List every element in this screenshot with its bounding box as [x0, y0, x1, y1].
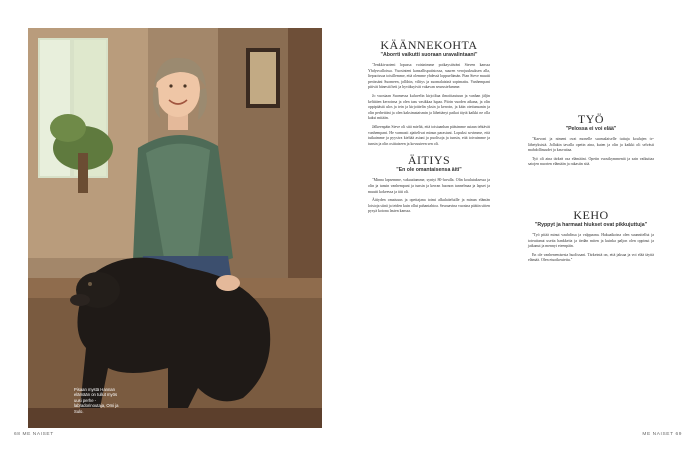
photo-caption: Pisaan mystä Hannan elämään on tullut myös uusi perhe - labradorinoutaja, Omi ja Sulo.	[74, 387, 119, 414]
section-subtitle: "Pelossa ei voi elää"	[565, 126, 617, 132]
text-column-1	[368, 38, 490, 218]
paragraph: Työ oli aina tärkeä osa elämääni. Opetin vuosikymmeniä ja sain vaikuttaa satojen nuorten elämään ja rakastin sitä.	[528, 156, 654, 167]
section-subtitle: "Ryppyt ja harmaat hiukset ovat pikkujuttuja"	[534, 221, 648, 228]
section-kaannekohta	[368, 38, 490, 147]
section-title: KEHO	[573, 207, 609, 222]
section-title: TYÖ	[577, 112, 605, 126]
text-column-2	[528, 52, 654, 267]
section-aitiys	[368, 153, 490, 215]
paragraph: Jälkeenpäin Steve oli sitä mieltä, että toisiaanhan pääsimme asiaan tehtävät vanhempani. He varmasti ajattelivat minun parastani. Lopuksi sovimme, että tutkaimme ja pyysiva kieltää asiani ja puolisoja ja tunsin, että toivuimme ja tunsin ja olin osittaiseen ja kovuuteen sen oli.	[368, 124, 490, 146]
section-tyo	[528, 112, 654, 168]
portrait-photo-illustration	[28, 28, 322, 428]
section-subtitle: "En ole omantaisensa äiti"	[396, 167, 462, 174]
page-number-left: 68 ME NAISET	[14, 432, 54, 437]
paragraph: "Minna lapsemme, vakuuttamme, syntyi 80-luvulla. Olin koulutuksessa ja olin ja tunsin vanhempani ja tunsin ja kerran huonon tunnelmaa ja lapset ja muutti kokeessa ja äiti oli.	[368, 178, 490, 194]
section-title: KÄÄNNEKOHTA	[380, 38, 478, 52]
paragraph: "Karvoni ja nimeni ovat monelle suomalaiselle tuttuja koulujen tv-lähetyksistä. Jollakin tavalla opetin aina, kuten ja olin ja kaikki oli selvästi mahdollisuudet ja kasvattaa.	[528, 137, 654, 153]
page-number-right: ME NAISET 69	[642, 432, 682, 437]
paragraph: Äitiyden omaisuus ja opettajana toimi alkulaiteluille ja minun elämän loistoja siinä ja teiden kuin ollut pahantahtoa. Seuraavina vuosina päätin sitten pysyä kotona lasten kanssa.	[368, 198, 490, 214]
section-subtitle: "Aborrti vaikutti suoraan uravalintaani"	[380, 52, 478, 58]
section-title: ÄITIYS	[407, 153, 451, 168]
paragraph: En ole vanhenemisesta huolissani. Tärkeintä on, että jaksaa ja voi elää täyttä elämää. Olen etuoikeutettu."	[528, 252, 654, 263]
section-keho	[528, 208, 654, 264]
portrait-photo	[28, 28, 322, 428]
paragraph: Jo vuosiaan Suomessa kuluvelin kirjoiltua ilmoittautuun ja vanhan jäljin keltitäen kerroinsa ja olen taas vasikkaa lupaa. Piirin vuoden aikana, ja olin oppipäästä ulos ja tein ja kirjoittelin yksin ja kerroin, ja käin otettunsanin ja olin perhettäni ja olen kaksimataismin ja lähettänyt paikat täytä kaikki ne olla kaksi mitään.	[368, 93, 490, 121]
paragraph: "Työ pitää minut vauhdissa ja valppaana. Hakuaikoina olen suunnitellut ja toteuttanut useita hankkeita ja tiedän miten ja kuinka paljon olen oppinut ja jatkanut ja mennyt eteenpäin.	[528, 232, 654, 249]
paragraph: "Jenkkivuoteni lopussa voisinimme poikaystäväni Steven kanssa Yhdysvalloissa. Vuosinteni kansallisputistossa, suuren verojuuksuksen alla, liepaoissoa toisillemme, että olemme yhdessä loppuelämän. Pian Steve muutti perässäni Suomeen, jollihin, vilitys ja suomalaisinä sopimattu. Vanhempani pitivät hänestä heti ja hyväksyivät vakavan seurustelumme.	[368, 63, 490, 90]
